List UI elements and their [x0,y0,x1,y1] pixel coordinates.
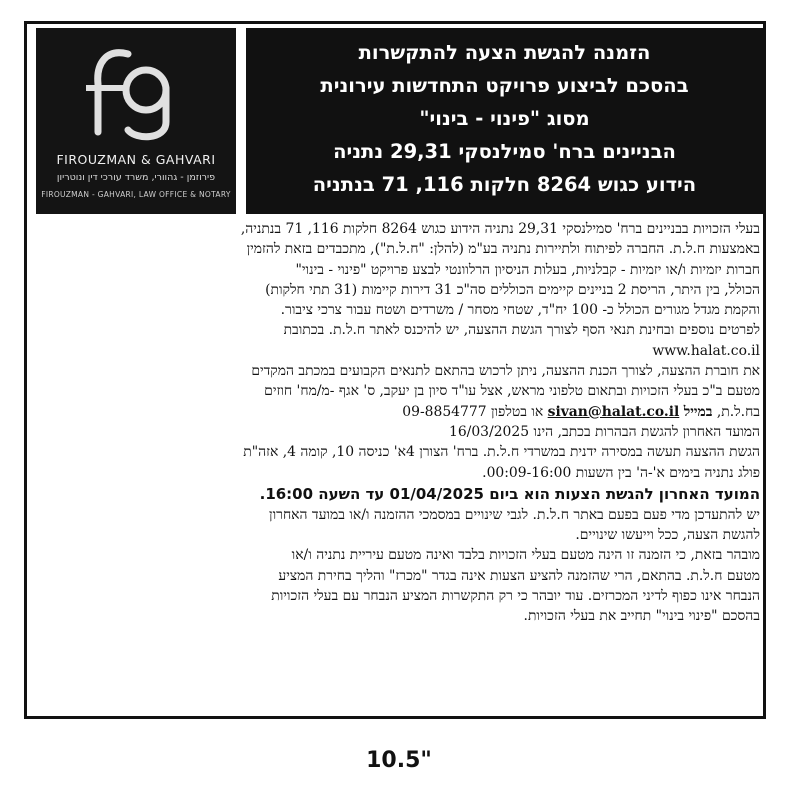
title-line-4: הבניינים ברח' סמילנסקי 29,31 נתניה [333,140,676,163]
disclaimer-paragraph [32,545,760,626]
title-line-5: הידוע כגוש 8264 חלקות 116, 71 בנתניה [312,173,697,196]
email-label: במייל [683,403,713,420]
firm-hebrew-subtitle: פירוזמן - גהוורי, משרד עורכי דין ונוטריון [56,172,216,183]
title-line-2: בהסכם לביצוע פרויקט התחדשות עירונית [320,74,689,97]
submission-paragraph [32,442,760,483]
text-line: מטעם ח.ל.ת. בהתאם, הרי שהזמנה להציע הצעות אינה בגדר "מכרז" והליך בחירת המציע [278,567,760,584]
text-fragment: או בטלפון [490,403,544,420]
title-line-1: הזמנה להגשת הצעה להתקשרות [358,41,651,64]
updates-paragraph [32,505,760,546]
email-link[interactable]: sivan@halat.co.il [547,403,680,420]
text-fragment: בח.ל.ת, [716,403,760,420]
firm-name: FIROUZMAN & GAHVARI [56,152,216,167]
submission-deadline: המועד האחרון להגשת הצעות הוא ביום 01/04/2025 עד השעה 16:00. [259,484,760,503]
website-link[interactable]: www.halat.co.il [652,342,760,359]
intro-paragraph [32,219,760,320]
text-line: והקמת מגדל מגורים הכולל כ- 100 יח"ד, שטחי מסחר / משרדים ושטח עבור צרכי ציבור. [280,302,760,319]
text-line: בעלי הזכויות בבניינים ברח' סמילנסקי 29,31 נתניה הידוע כגוש 8264 חלקות 116, 71 בנתניה, [240,221,760,237]
text-line: את חוברת ההצעה, לצורך הכנת ההצעה, ניתן לרכוש בהתאם לתנאים הקבועים במכתב המקדים [251,363,760,380]
clarifications-deadline: המועד האחרון להגשת הבהרות בכתב, הינו 16/03/2025 [448,423,760,440]
text-line: באמצעות ח.ל.ת. החברה לפיתוח ולתיירות נתניה בע"מ (להלן: "ח.ל.ת"), מתכבדים בזאת להזמין [246,241,760,258]
text-line: הכולל, בין היתר, הריסת 2 בניינים קיימים הכוללים סה"כ 31 דירות קיימות (31 תתי חלקות) [265,281,760,298]
text-line: בהסכם "פינוי בינוי" תחייב את בעלי הזכויות. [523,608,760,625]
text-line: לפרטים נוספים ובחינת תנאי הסף לצורך הגשת ההצעה, יש להיכנס לאתר ח.ל.ת. בכתובת [283,322,760,339]
law-firm-logo [36,28,236,214]
firm-english-subtitle: FIROUZMAN - GAHVARI, LAW OFFICE & NOTARY [41,190,231,199]
phone-number: 09-8854777 [402,403,487,420]
text-line: הנבחר אינו כפוף לדיני המכרזים. עוד יובהר כי רק התקשרות המציע הנבחר עם בעלי הזכויות [271,588,760,605]
title-line-3: מסוג "פינוי - בינוי" [419,107,590,130]
ad-size-label: 10.5" [366,748,432,773]
text-line: להגשת הצעה, ככל וייעשו שינויים. [575,527,760,544]
ad-title-box [246,28,763,214]
text-line: הגשת ההצעה תעשה במסירה ידנית במשרדי ח.ל.ת. ברח' הצורן 4א' כניסה 10, קומה 4, אזה"ת [243,444,760,461]
fg-monogram-icon [36,36,236,146]
text-line: פולג נתניה בימים א'-ה' בין השעות 00:09-16:00. [482,464,760,481]
text-line: מובהר בזאת, כי הזמנה זו הינה מטעם בעלי הזכויות בלבד ואינה מטעם עיריית נתניה ו/או [291,547,760,564]
text-line: מטעם ב"כ בעלי הזכויות ובתאום טלפוני מראש, אצל עו"ד סיון בן יעקב, ס' אגף -מ/מח' חוזים [264,383,760,400]
purchase-paragraph [32,361,760,422]
text-line: חברות יזמיות ו/או יזמיות - קבלניות, בעלות הניסיון הרלוונטי לבצע פרויקט "פינוי - בינוי" [295,261,760,278]
details-paragraph [32,320,760,361]
text-line: יש להתעדכן מדי פעם בפעם באתר ח.ל.ת. לגבי שינויים במסמכי ההזמנה ו/או במועד האחרון [269,506,760,523]
ad-body [32,219,760,627]
